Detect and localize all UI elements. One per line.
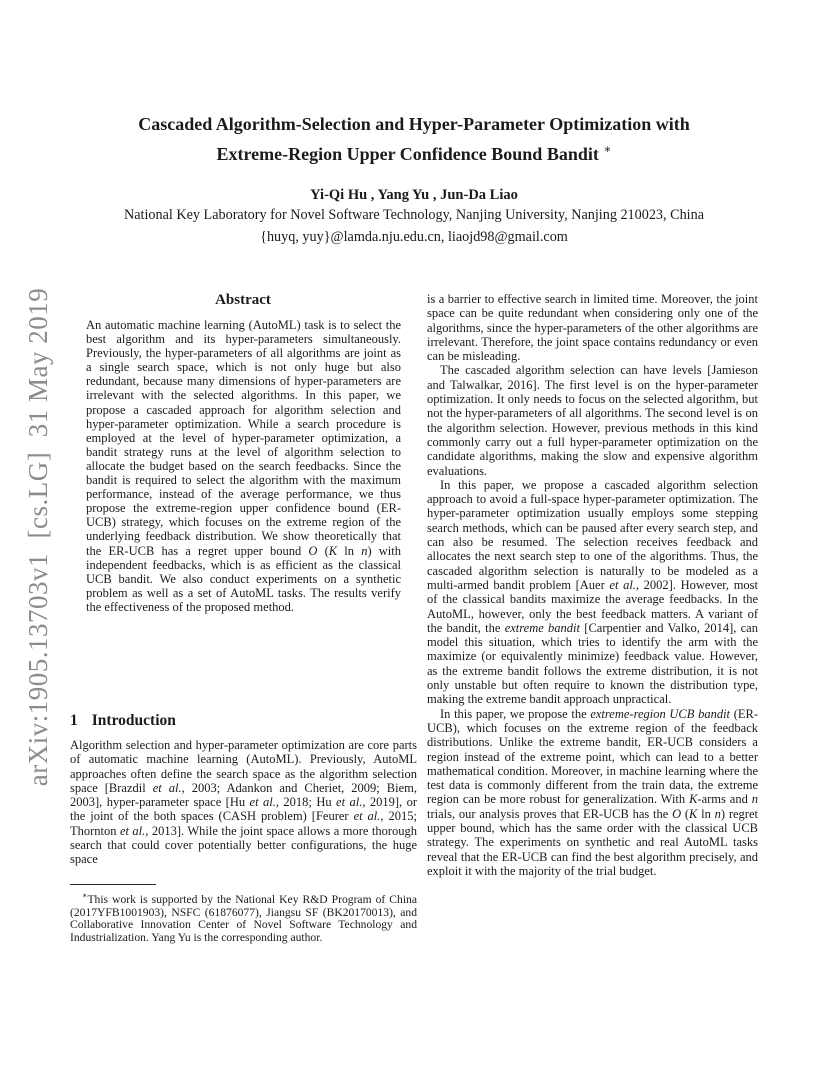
emails-line: {huyq, yuy}@lamda.nju.edu.cn, liaojd98@gmail.com — [260, 229, 568, 245]
right-paragraph-1: is a barrier to effective search in limited time. Moreover, the joint space can be quite redundant when considering only one of the algorithms, since the hyper-parameters of the other algorithms are irrelevant. Therefore, the joint space contains redundancy or even can be misleading. — [427, 292, 758, 364]
abstract-body: An automatic machine learning (AutoML) task is to select the best algorithm and its hyper-parameters simultaneously. Previously, the hyper-parameters of all algorithms are joint as a single search space, which is not only huge but also redundant, because many dimensions of hyper-parameters are irrelevant with the selected algorithms. In this paper, we propose a cascaded approach for algorithm selection and hyper-parameter optimization. While a search procedure is employed at the level of hyper-parameter optimization, a bandit strategy runs at the level of algorithm selection to allocate the budget based on the search feedbacks. Since the bandit is required to select the algorithm with the maximum performance, instead of the average performance, we thus propose the extreme-region upper confidence bound (ER-UCB) strategy, which focuses on the extreme region of the underlying feedback distribution. We show theoretically that the ER-UCB has a regret upper bound O (K ln n) with independent feedbacks, which is as efficient as the classical UCB bandit. We also conduct experiments on a synthetic problem as well as a set of AutoML tasks. The results verify the effectiveness of the proposed method. — [86, 318, 401, 614]
title-line-2-text: Extreme-Region Upper Confidence Bound Bandit — [216, 144, 604, 164]
arxiv-watermark: arXiv:1905.13703v1 [cs.LG] 31 May 2019 — [23, 287, 53, 787]
paper-title — [70, 112, 758, 167]
abstract-heading: Abstract — [215, 292, 271, 308]
abstract-section — [70, 292, 416, 614]
authors-line: Yi-Qi Hu , Yang Yu , Jun-Da Liao — [310, 187, 518, 203]
footnote-body: This work is supported by the National Key R&D Program of China (2017YFB1001903), NSFC (61876077), Jiangsu SF (BK20170013), and Collaborative Innovation Center of Novel Software Technology and Industrialization. Yang Yu is the corresponding author. — [70, 892, 417, 944]
section-title: Introduction — [91, 712, 176, 729]
introduction-paragraph: Algorithm selection and hyper-parameter optimization are core parts of automatic machine learning (AutoML). Previously, AutoML approaches often define the search space as the algorithm selection space [Brazdil et al., 2003; Adankon and Cheriet, 2009; Biem, 2003], hyper-parameter space [Hu et al., 2018; Hu et al., 2019], or the joint of the both spaces (CASH problem) [Feurer et al., 2015; Thornton et al., 2013]. While the joint space allows a more thorough search that could cover potentially better configurations, the huge space — [70, 738, 418, 867]
footnote-rule — [70, 884, 156, 885]
footnote-text — [70, 890, 417, 945]
title-line-1: Cascaded Algorithm-Selection and Hyper-Parameter Optimization with — [138, 114, 690, 134]
introduction-section — [70, 712, 417, 867]
section-number: 1 — [70, 712, 78, 729]
right-paragraph-4: In this paper, we propose the extreme-region UCB bandit (ER-UCB), which focuses on the extreme region of the feedback distributions. Unlike the extreme bandit, ER-UCB considers a region instead of the extreme point, which can lead to a better mathematical condition. Moreover, in machine learning where the test data is commonly different from the train data, the extreme region can be more robust for generalization. With K-arms and n trials, our analysis proves that ER-UCB has the O (K ln n) regret upper bound, which has the same order with the classical UCB strategy. The experiments on synthetic and real AutoML tasks reveal that the ER-UCB can find the best algorithm precisely, and exploit it with the majority of the trial budget. — [427, 706, 758, 878]
title-footnote-marker: ∗ — [603, 142, 612, 156]
section-heading-introduction — [70, 712, 417, 730]
right-paragraph-2: The cascaded algorithm selection can have levels [Jamieson and Talwalkar, 2016]. The first level is on the hyper-parameter optimization. It only needs to focus on the selected algorithm, but not the hyper-parameters of all algorithms. The second level is on the algorithm selection. However, previous methods in this kind commonly carry out a full hyper-parameter optimization on the candidate algorithms, making the slow and expensive algorithm evaluations. — [427, 363, 758, 478]
footnote-marker: ∗ — [82, 891, 88, 900]
affiliation-line: National Key Laboratory for Novel Software Technology, Nanjing University, Nanjing 210023, China — [123, 207, 705, 223]
paper-header — [70, 112, 758, 246]
right-column — [427, 292, 758, 878]
footnote-section — [70, 884, 417, 945]
right-paragraph-3: In this paper, we propose a cascaded algorithm selection approach to avoid a full-space hyper-parameter optimization. The hyper-parameter optimization usually employs some stepping search methods, which can be paused after every search step, and can also be resumed. The selection receives feedback and allocates the next search step to one of the algorithms. Thus, the cascaded algorithm selection is naturally to be modeled as a multi-armed bandit problem [Auer et al., 2002]. However, most of the classical bandits maximize the average feedbacks. In the AutoML, however, only the best feedback matters. A variant of the bandit, the extreme bandit [Carpentier and Valko, 2014], can model this situation, which tries to identify the arm with the maximize (or equivalently minimize) feedback value. However, as the extreme bandit follows the extreme distribution, it is not only unstable but often require to known the distribution type, making the extreme bandit approach unpractical. — [427, 477, 758, 707]
title-line-2 — [70, 137, 758, 167]
